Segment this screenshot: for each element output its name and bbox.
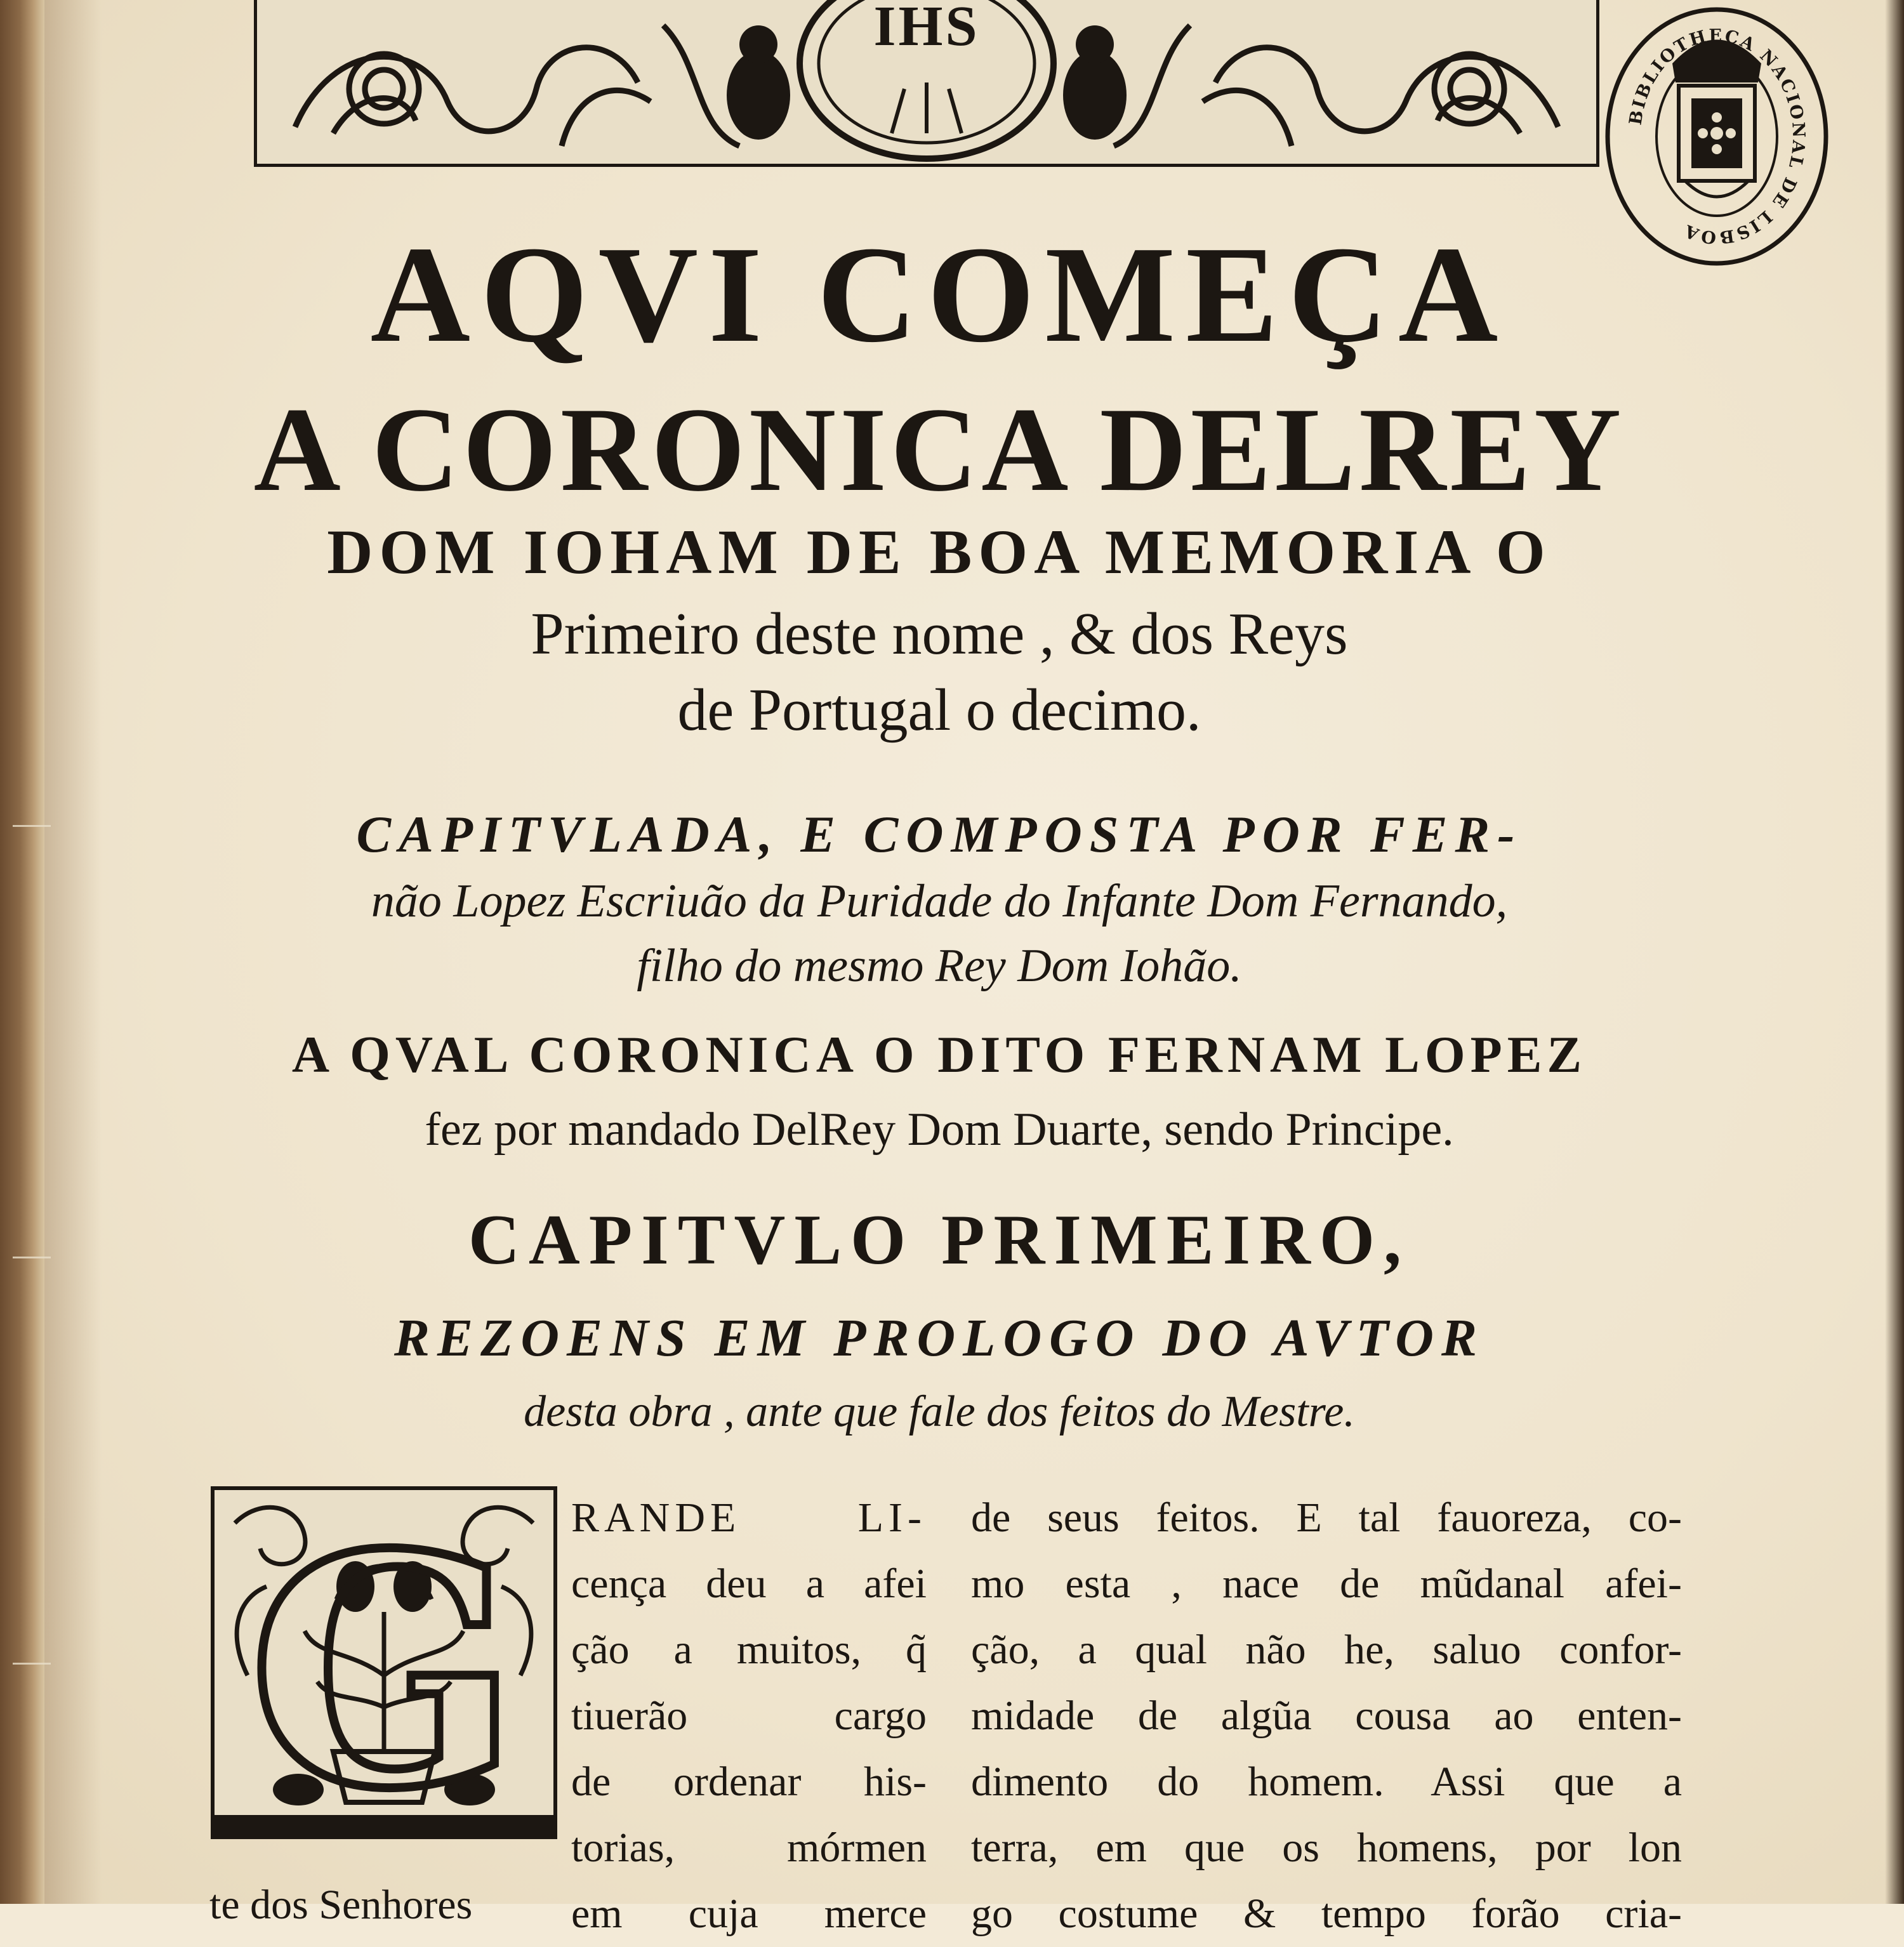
text-line: midade de algũa cousa ao enten- [971, 1693, 1682, 1739]
commission-line-2: fez por mandado DelRey Dom Duarte, sendo Principe. [425, 1104, 1454, 1156]
credit-line-1: CAPITVLADA, E COMPOSTA POR FER- [356, 805, 1523, 863]
text-line: cença deu a afei [571, 1561, 927, 1607]
decorated-initial [209, 1485, 559, 1840]
text-line: de ordenar his- [571, 1759, 927, 1805]
text-line: ção, a qual não he, saluo confor- [971, 1627, 1682, 1673]
title-line-2: A CORONICA DELREY [253, 383, 1625, 517]
title-line-1: AQVI COMEÇA [370, 218, 1509, 371]
text-line: de seus feitos. E tal fauoreza, co- [971, 1495, 1682, 1541]
ihs-monogram: IHS [873, 0, 980, 58]
title-line-4: Primeiro deste nome , & dos Reys [531, 601, 1348, 667]
text-line: mo esta , nace de mũdanal afei- [971, 1561, 1682, 1607]
commission-line-1: A QVAL CORONICA O DITO FERNAM LOPEZ [291, 1026, 1587, 1083]
text-line: go costume & tempo forão cria- [971, 1891, 1682, 1937]
binding-thread [13, 1257, 51, 1258]
decorated-initial-g-icon [209, 1485, 559, 1840]
page-edge-shadow [1885, 0, 1904, 1904]
text-line: ção a muitos, q̃ [571, 1627, 927, 1673]
text-line: RANDE LI- [571, 1495, 927, 1541]
stamp-text: BIBLIOTHECA NACIONAL DE LISBOA [1625, 25, 1809, 248]
chapter-heading: CAPITVLO PRIMEIRO, [468, 1201, 1411, 1279]
chapter-subtitle-1: REZOENS EM PROLOGO DO AVTOR [394, 1309, 1484, 1368]
book-spine [0, 0, 44, 1904]
text-line: torias, mórmen [571, 1825, 927, 1871]
text-line-under-initial: te dos Senhores [209, 1882, 473, 1928]
body-column-right [971, 1485, 1682, 1947]
chapter-subtitle-2: desta obra , ante que fale dos feitos do Mestre. [524, 1387, 1355, 1436]
text-line: dimento do homem. Assi que a [971, 1759, 1682, 1805]
title-line-5: de Portugal o decimo. [677, 677, 1201, 743]
initial-letter: G [248, 1486, 520, 1840]
credit-line-3: filho do mesmo Rey Dom Iohão. [637, 940, 1242, 992]
text-line: terra, em que os homens, por lon [971, 1825, 1682, 1871]
text-line: em cuja merce [571, 1891, 927, 1937]
binding-thread [13, 825, 51, 827]
binding-thread [13, 1663, 51, 1665]
text-line: tiuerão cargo [571, 1693, 927, 1739]
body-column-left [571, 1485, 927, 1947]
credit-line-2: não Lopez Escriuão da Puridade do Infante Dom Fernando, [371, 875, 1508, 927]
title-line-3: DOM IOHAM DE BOA MEMORIA O [327, 517, 1552, 587]
page-gutter-shadow [44, 0, 102, 1904]
